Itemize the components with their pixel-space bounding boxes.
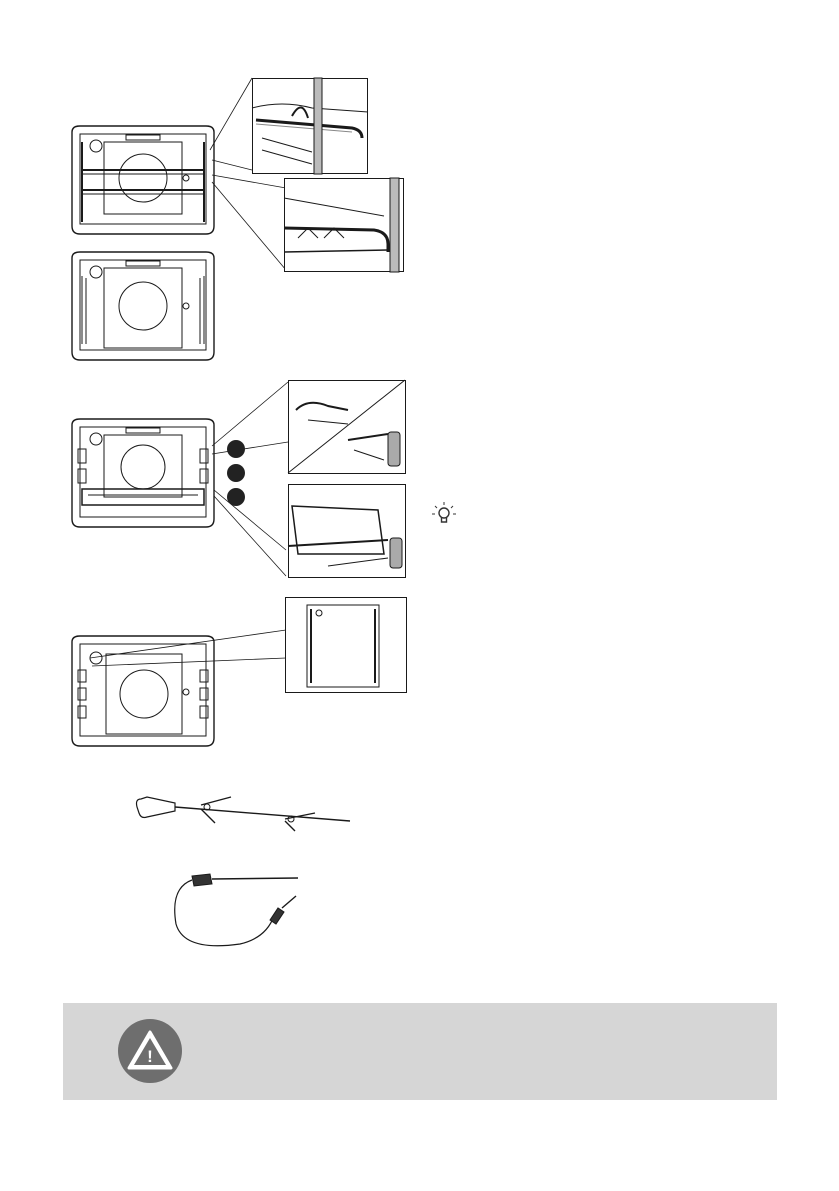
shelf-marker-2 [227,464,245,482]
detail-telescopic-top [288,380,406,474]
oven-cavity-icon [68,248,218,363]
oven-cavity-icon [68,415,218,530]
shelf-markers [227,440,245,506]
detail-rack-side [284,178,404,272]
detail-telescopic-bottom [288,484,406,578]
warning-triangle-icon [117,1018,183,1084]
warning-box [63,1003,777,1100]
detail-side-panel [285,597,407,693]
zoom-lines-4 [90,628,300,688]
oven-telescopic-illustration [68,415,218,530]
oven-cavity-icon [68,122,218,237]
detail-rack-top [252,78,368,174]
shelf-marker-3 [227,488,245,506]
meat-probe-icon [170,868,305,958]
rotisserie-spit-icon [135,793,355,833]
warning-symbol: ! [147,1047,153,1066]
meat-probe-illustration [170,868,305,958]
lightbulb-icon [429,500,459,530]
shelf-marker-1 [227,440,245,458]
oven-empty-illustration [68,248,218,363]
oven-racks-illustration [68,122,218,237]
rotisserie-spit-illustration [135,793,355,833]
